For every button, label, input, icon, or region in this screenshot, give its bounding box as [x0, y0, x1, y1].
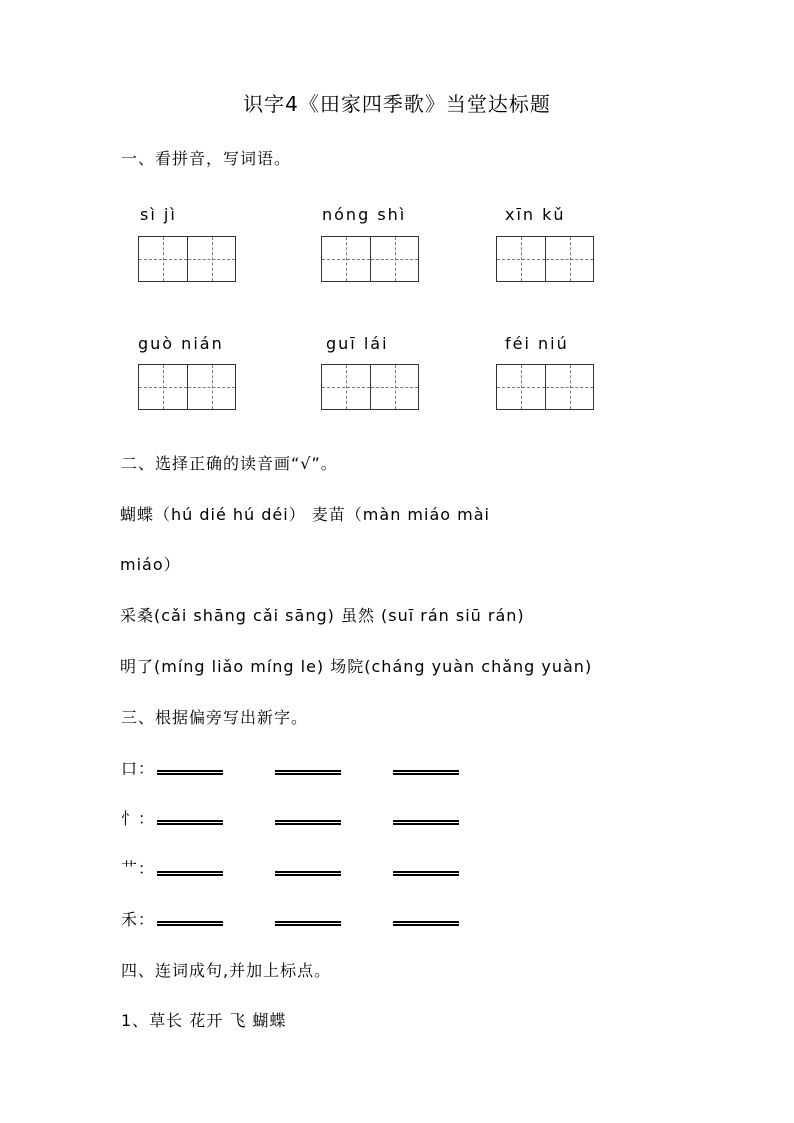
writing-grid[interactable] — [496, 236, 594, 282]
writing-grid[interactable] — [138, 364, 236, 410]
answer-blank[interactable] — [393, 921, 459, 926]
pinyin-prompt: sì jì — [140, 205, 177, 224]
section-1-heading: 一、看拼音，写词语。 — [121, 149, 292, 168]
answer-blank[interactable] — [157, 770, 223, 775]
choice-line[interactable]: 蝴蝶（hú dié hú déi） 麦苗（màn miáo mài — [120, 505, 490, 524]
page-title: 识字4《田家四季歌》当堂达标题 — [243, 92, 551, 116]
section-2-heading: 二、选择正确的读音画“√”。 — [121, 454, 338, 473]
answer-blank[interactable] — [393, 770, 459, 775]
answer-blank[interactable] — [157, 871, 223, 876]
radical-label: 艹： — [121, 859, 156, 878]
answer-blank[interactable] — [275, 871, 341, 876]
choice-line[interactable]: miáo） — [120, 555, 181, 574]
writing-grid[interactable] — [496, 364, 594, 410]
radical-label: 禾： — [121, 910, 156, 929]
writing-grid[interactable] — [321, 364, 419, 410]
section-3-heading: 三、根据偏旁写出新字。 — [121, 708, 309, 727]
choice-line[interactable]: 采桑(cǎi shāng cǎi sāng) 虽然 (suī rán siū rán) — [120, 606, 525, 625]
writing-grid[interactable] — [138, 236, 236, 282]
answer-blank[interactable] — [157, 820, 223, 825]
choice-line[interactable]: 明了(míng liǎo míng le) 场院(cháng yuàn chǎng yuàn) — [120, 657, 593, 676]
pinyin-prompt: xīn kǔ — [505, 205, 566, 224]
section-4-heading: 四、连词成句,并加上标点。 — [121, 961, 332, 980]
pinyin-prompt: guò nián — [138, 334, 224, 353]
answer-blank[interactable] — [393, 820, 459, 825]
answer-blank[interactable] — [275, 770, 341, 775]
pinyin-prompt: nóng shì — [322, 205, 407, 224]
pinyin-prompt: guī lái — [326, 334, 389, 353]
answer-blank[interactable] — [157, 921, 223, 926]
radical-label: 忄： — [121, 809, 156, 828]
answer-blank[interactable] — [393, 871, 459, 876]
answer-blank[interactable] — [275, 820, 341, 825]
sentence-words: 1、草长 花开 飞 蝴蝶 — [121, 1011, 287, 1030]
answer-blank[interactable] — [275, 921, 341, 926]
pinyin-prompt: féi niú — [505, 334, 569, 353]
radical-label: 口： — [121, 759, 156, 778]
writing-grid[interactable] — [321, 236, 419, 282]
